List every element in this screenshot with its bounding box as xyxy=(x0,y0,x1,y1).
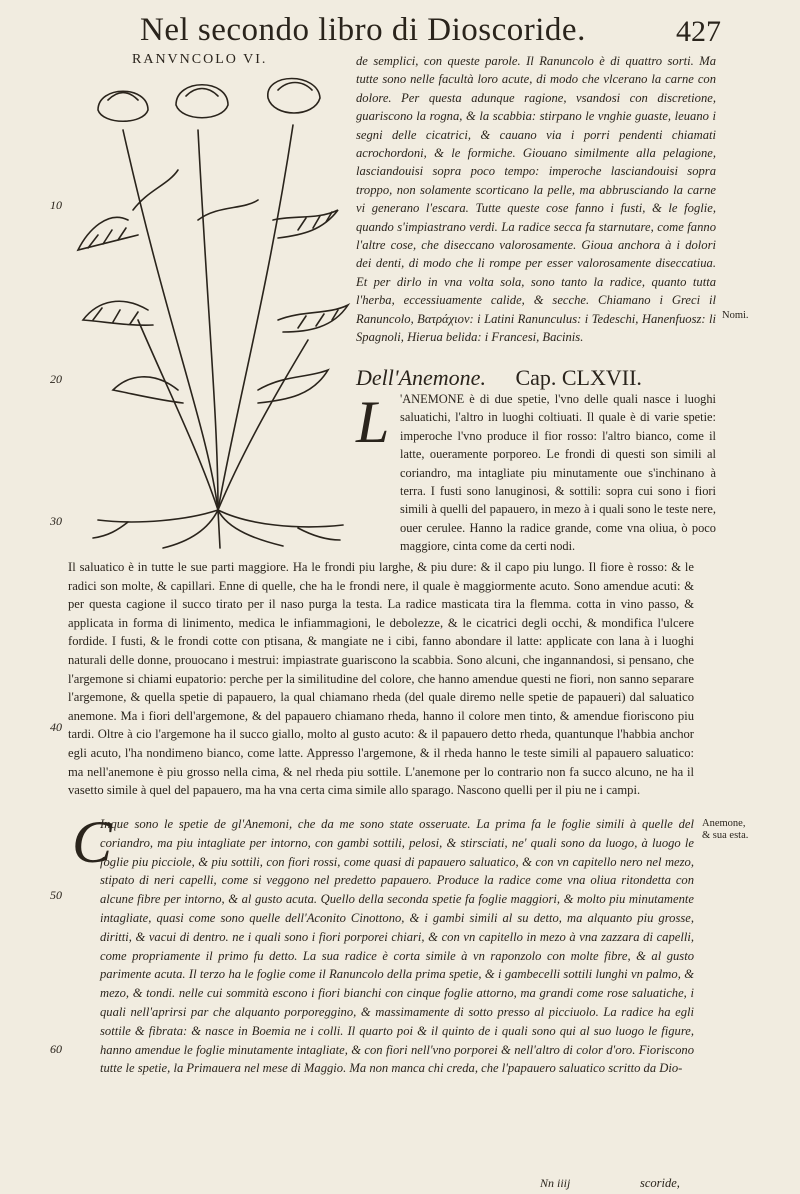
commentary-drop-cap: C xyxy=(72,809,113,875)
margin-note-anemone: Anemone, xyxy=(702,818,746,829)
chapter-title: Dell'Anemone. xyxy=(356,365,486,390)
line-number-30: 30 xyxy=(50,514,62,528)
line-number-10: 10 xyxy=(50,198,62,212)
margin-note-sua-esta: & sua esta. xyxy=(702,830,749,841)
signature-mark: Nn iiij xyxy=(540,1176,571,1190)
line-number-40: 40 xyxy=(50,720,62,734)
line-number-50: 50 xyxy=(50,888,62,902)
anemone-main-text: Il saluatico è in tutte le sue parti maggiore. Ha le frondi piu larghe, & piu dure: & il capo piu lungo. Il fiore è rosso: & le radici son molte, & capillari. Enne di quelle, che ha le frondi nere, il quale è maggiormente acuto. Sono amendue acuti: & per questa cagione il succo tirato per il naso purga la testa. La radice masticata tira la flemma. cotta in vino passo, & applicata in forma di linimento, medica le infiammagioni, le debolezze, & le cicatrici degli occhi, & mondifica l'ulcere fordide. I fusti, & le frondi cotte con ptisana, & mangiate ne i cibi, fanno abondare il latte: applicate con lana à i luoghi naturali delle donne, prouocano i mestrui: impiastrate guariscono la scabbia. Sono alcuni, che ingannandosi, si pensano, che l'argemone si chiami eupatorio: perche per la similitudine del colore, che hanno amendue questi ne fiori, non sanno separare l'argemone, & quella spetie di papauero, la qual chiamano rheda (del quale diremo nelle spetie de papaueri) dal saluatico anemone. Ma i fiori dell'argemone, & del papauero chiamano rheda, hanno il colore men tinto, & amendue fioriscono piu tardi. Oltre à cio l'argemone ha il succo giallo, molto al gusto acuto: & il papauero detto rheda, quantunque l'habbia anchor egli acuto, l'ha nondimeno bianco, come latte. Appresso l'argemone, & il rheda hanno le teste simili al papauero saluatico: ma nell'anemone è piu grosso nella cima, & nel rheda piu sottile. L'anemone per lo contrario non fa succo alcuno, ne ha il vasetto simile à quel del papauero, ma ha vna certa cima simile allo sparago. Nascono quelli per il piu ne i campi. xyxy=(68,560,694,798)
chapter-heading xyxy=(356,364,716,392)
line-number-20: 20 xyxy=(50,372,62,386)
ranunculus-commentary-text: de semplici, con queste parole. Il Ranuncolo è di quattro sorti. Ma tutte sono nelle facultà loro acute, di modo che vlcerano la carne con dolore. Per questa adunque ragione, vsandosi con discretione, guariscono la rogna, & la scabbia: stirpano le vnghie guaste, leuano i segni delle cicatrici, & cauano via i porri pendenti chiamati acrochordoni, & le formiche. Giouano similmente alla pelagione, lasciandouisi sopra poco tempo: imperoche lasciandouisi sopra troppo, non solamente scorticano la pelle, ma abbrusciando la carne vi generano l'escara. Tutte queste cose fanno i fusti, & le foglie, quando s'impiastrano verdi. La radice secca fa starnutare, come fanno l'altre cose, che diseccano valorosamente. Gioua anchora à i dolori dei denti, di modo che li rompe per esser valorosamente diseccatiua. Et per dirlo in vna volta sola, sono tanto la radice, quanto tutta l'herba, eccessiuamente calide, & secche. Chiamano i Greci il Ranuncolo, Βατράχιον: i Latini Ranunculus: i Tedeschi, Hanenfuosz: li Spagnoli, Hierua belida: i Francesi, Bacinis. xyxy=(356,54,716,345)
line-number-60: 60 xyxy=(50,1042,62,1056)
anemone-description-text: 'ANEMONE è di due spetie, l'vno delle quali nasce i luoghi saluatichi, l'altro in luoghi coltiuati. Il quale è di varie spetie: imperoche l'vno produce il fior rosso: l'altro bianco, come il latte, oueramente porporeo. Le frondi di questi son simili al coriandro, ma intagliate piu minutamente oue s'inchinano à terra. I fusti sono lanuginosi, & sottili: sopra cui sono i fiori simili à quelli del papauero, in mezo à i quali sono le teste nere, ouer cerulee. Hanno la radice grande, come vna oliua, ò poco maggiore, cinta come da certi nodi. xyxy=(400,392,716,554)
chapter-number: Cap. CLXVII. xyxy=(515,365,642,390)
anemone-drop-cap: L xyxy=(356,389,390,455)
running-title: Nel secondo libro di Dioscoride. xyxy=(140,12,586,48)
margin-note-nomi: Nomi. xyxy=(722,310,749,321)
anemone-commentary-text: Inque sono le spetie de gl'Anemoni, che da me sono state osseruate. La prima fa le foglie simili à quelle del coriandro, ma piu intagliate per intorno, con gambi sottili, pelosi, & stirsciati, ne' quali sono da luogo, à luogo le foglie piu picciole, & piu sottili, con fiori rossi, come quasi di papauero saluatico, & con vn capitello nero nel mezo, stipato di neri capelli, come si veggono nel predetto papauero. Produce la radice come vna oliua ritondetta con alcune fibre per intorno, & al gusto acuta. Quello della seconda spetie fa foglie maggiori, & molto piu minutamente intagliate, quasi come sono quelle dell'Aconito Cinottono, & i gambi simili al su detto, ma alquanto piu grosse, diritti, & vacui di dentro. ne i quali sono i fiori porporei chiari, & con vn capitello in mezo à vna zazzara di capelli, come propriamente il primo fu detto. La sua radice è corta simile à vn raponzolo con molte fibre, & al gusto parimente acuta. Il terzo ha le foglie come il Ranuncolo della prima spetie, & i gambecelli sottili lunghi vn palmo, & mezo, & tondi. nelle cui sommità escono i fiori bianchi con cinque foglie attorno, ma grandi come rose saluatiche, i quali nell'aprirsi par che alquanto porporeggino, & massimamente di sotto presso al picciuolo. La radice ha egli sottile & fibrata: & nasce in Boemia ne i colli. Il quarto poi & il quinto de i quali sono qui al suo luogo le figure, hanno amendue le foglie minutamente intagliate, & con fiori nell'vno porporei & nell'altro di color d'oro. Fioriscono tutte le spetie, la Primauera nel mese di Maggio. Ma non manca chi creda, che l'papauero saluatico scritto da Dio- xyxy=(100,817,694,1076)
ranunculus-woodcut-illustration xyxy=(68,70,358,550)
page-number: 427 xyxy=(676,15,721,48)
catchword: scoride, xyxy=(640,1176,680,1190)
plant-caption: RANVNCOLO VI. xyxy=(132,52,268,67)
